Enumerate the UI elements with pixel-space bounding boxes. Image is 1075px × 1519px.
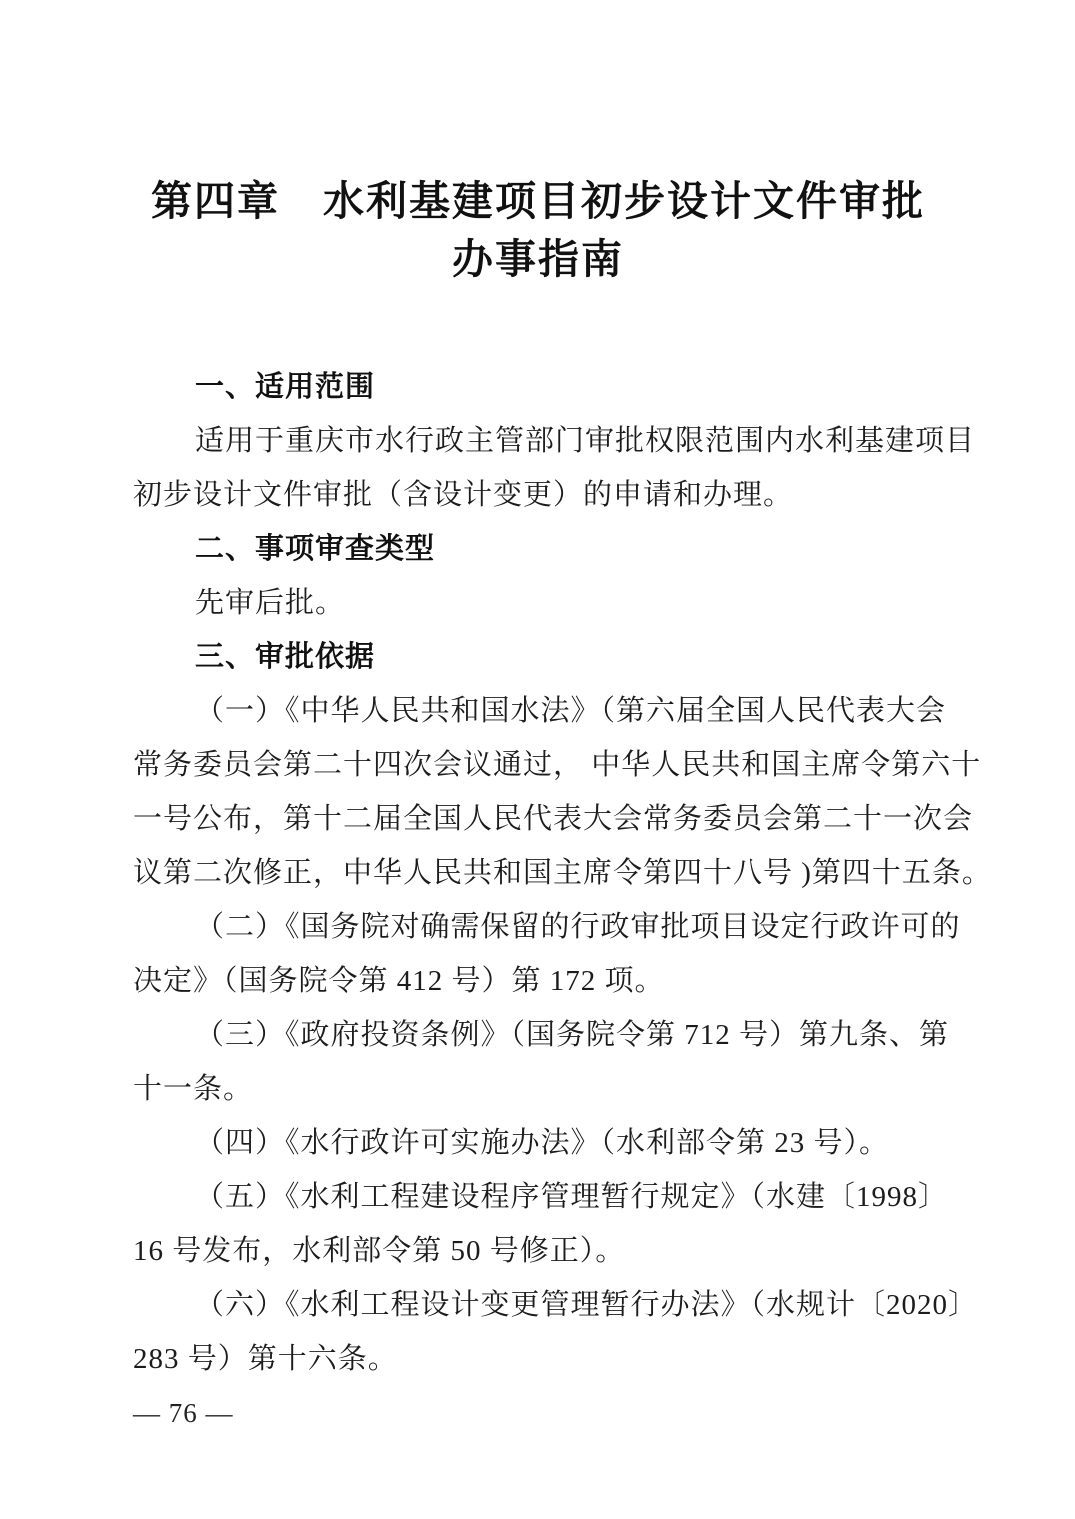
body-line: 议第二次修正，中华人民共和国主席令第四十八号 )第四十五条。 (133, 857, 992, 889)
chapter-title-line2: 办事指南 (452, 236, 624, 282)
body-line: 常务委员会第二十四次会议通过， 中华人民共和国主席令第六十 (133, 749, 982, 781)
body-line: 16 号发布，水利部令第 50 号修正）。 (133, 1235, 626, 1267)
body-line: 适用于重庆市水行政主管部门审批权限范围内水利基建项目 (195, 425, 976, 457)
body-line: 一号公布，第十二届全国人民代表大会常务委员会第二十一次会 (133, 803, 974, 835)
body-line: （四）《水行政许可实施办法》（水利部令第 23 号）。 (195, 1127, 890, 1159)
body-line: （五）《水利工程建设程序管理暂行规定》（水建〔1998〕 (195, 1181, 949, 1213)
document-content (133, 0, 992, 1440)
section-heading-scope: 一、适用范围 (195, 371, 376, 403)
body-line: 283 号）第十六条。 (133, 1343, 398, 1375)
chapter-title-line1: 第四章 水利基建项目初步设计文件审批 (151, 178, 925, 224)
body-line: （二）《国务院对确需保留的行政审批项目设定行政许可的 (195, 911, 961, 943)
body-line: 十一条。 (133, 1073, 254, 1105)
body-line: 先审后批。 (195, 587, 346, 619)
page-number: — 76 — (133, 1398, 234, 1428)
body-line: （一）《中华人民共和国水法》（第六届全国人民代表大会 (195, 695, 947, 727)
body-line: （三）《政府投资条例》（国务院令第 712 号）第九条、第 (195, 1019, 950, 1051)
body-line: 决定》（国务院令第 412 号）第 172 项。 (133, 965, 665, 997)
document-body (133, 360, 992, 1440)
chapter-title (133, 172, 943, 288)
section-heading-review-type: 二、事项审查类型 (195, 533, 436, 565)
body-line: 初步设计文件审批（含设计变更）的申请和办理。 (133, 479, 794, 511)
body-line: （六）《水利工程设计变更管理暂行办法》（水规计〔2020〕 (195, 1289, 979, 1321)
section-heading-approval-basis: 三、审批依据 (195, 641, 376, 673)
